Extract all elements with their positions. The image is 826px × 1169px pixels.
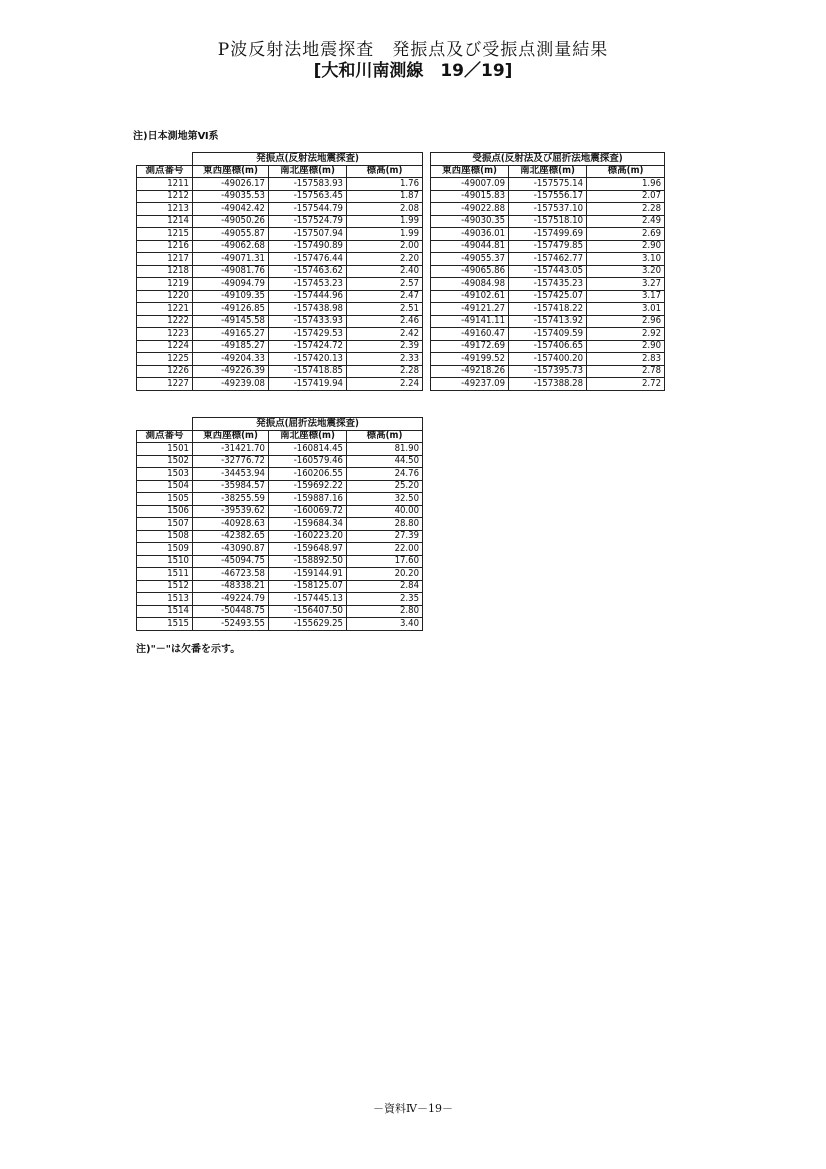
table-row bbox=[137, 228, 665, 241]
table-cell: 1222 bbox=[137, 315, 193, 328]
table-cell: 2.28 bbox=[587, 203, 665, 216]
table-cell: -157443.05 bbox=[509, 265, 587, 278]
table-cell: 1211 bbox=[137, 178, 193, 191]
table-cell: -34453.94 bbox=[193, 468, 269, 481]
table-row bbox=[137, 543, 423, 556]
table-cell: -157438.98 bbox=[269, 303, 347, 316]
column-header: 東西座標(m) bbox=[193, 430, 269, 443]
gap-cell bbox=[423, 165, 431, 178]
gap-cell bbox=[423, 290, 431, 303]
group-header-row bbox=[137, 153, 665, 166]
table-cell: 2.92 bbox=[587, 328, 665, 341]
table-cell: -49226.39 bbox=[193, 365, 269, 378]
table-row bbox=[137, 265, 665, 278]
refraction-shot-table bbox=[136, 417, 423, 631]
table-cell: 1504 bbox=[137, 480, 193, 493]
table-cell: -49081.76 bbox=[193, 265, 269, 278]
table-cell: -42382.65 bbox=[193, 530, 269, 543]
table-cell: 1506 bbox=[137, 505, 193, 518]
table-cell: 40.00 bbox=[347, 505, 423, 518]
table-cell: 1510 bbox=[137, 555, 193, 568]
table-cell: 1212 bbox=[137, 190, 193, 203]
table-row bbox=[137, 443, 423, 456]
table-cell: -49160.47 bbox=[431, 328, 509, 341]
table-cell: 1223 bbox=[137, 328, 193, 341]
table-cell: 2.42 bbox=[347, 328, 423, 341]
table-cell: -49141.11 bbox=[431, 315, 509, 328]
table-cell: 1215 bbox=[137, 228, 193, 241]
table-row bbox=[137, 530, 423, 543]
group-header-row bbox=[137, 418, 423, 431]
page-footer: －資料Ⅳ－19－ bbox=[373, 1102, 453, 1115]
table-cell: 1217 bbox=[137, 253, 193, 266]
table-cell: -157420.13 bbox=[269, 353, 347, 366]
table-cell: -157406.65 bbox=[509, 340, 587, 353]
table-row bbox=[137, 605, 423, 618]
table-cell: -157499.69 bbox=[509, 228, 587, 241]
table-cell: 27.39 bbox=[347, 530, 423, 543]
table-cell: 2.80 bbox=[347, 605, 423, 618]
table-cell: -157544.79 bbox=[269, 203, 347, 216]
table-cell: 2.83 bbox=[587, 353, 665, 366]
table-cell: 2.78 bbox=[587, 365, 665, 378]
table-cell: -49007.09 bbox=[431, 178, 509, 191]
table-cell: -49126.85 bbox=[193, 303, 269, 316]
table-cell: 1511 bbox=[137, 568, 193, 581]
table-row bbox=[137, 593, 423, 606]
table-cell: 1225 bbox=[137, 353, 193, 366]
table-cell: -157419.94 bbox=[269, 378, 347, 391]
table-cell: -49165.27 bbox=[193, 328, 269, 341]
table-cell: 2.51 bbox=[347, 303, 423, 316]
table-cell: -49121.27 bbox=[431, 303, 509, 316]
table-cell: -157444.96 bbox=[269, 290, 347, 303]
table-cell: -157524.79 bbox=[269, 215, 347, 228]
table-cell: 1505 bbox=[137, 493, 193, 506]
table-cell: 25.20 bbox=[347, 480, 423, 493]
table-cell: 1515 bbox=[137, 618, 193, 631]
column-header-row bbox=[137, 430, 423, 443]
table-row bbox=[137, 455, 423, 468]
table-cell: -157409.59 bbox=[509, 328, 587, 341]
table-cell: -49172.69 bbox=[431, 340, 509, 353]
table-cell: 1512 bbox=[137, 580, 193, 593]
table-cell: 20.20 bbox=[347, 568, 423, 581]
column-header: 南北座標(m) bbox=[509, 165, 587, 178]
table-cell: -160206.55 bbox=[269, 468, 347, 481]
table-cell: -38255.59 bbox=[193, 493, 269, 506]
column-header: 南北座標(m) bbox=[269, 165, 347, 178]
table-cell: 1.76 bbox=[347, 178, 423, 191]
table-cell: 2.90 bbox=[587, 240, 665, 253]
table-cell: -49199.52 bbox=[431, 353, 509, 366]
table-cell: -157583.93 bbox=[269, 178, 347, 191]
table-row bbox=[137, 178, 665, 191]
table-cell: -159887.16 bbox=[269, 493, 347, 506]
gap-cell bbox=[423, 203, 431, 216]
table-row bbox=[137, 278, 665, 291]
table-cell: -159648.97 bbox=[269, 543, 347, 556]
gap-cell bbox=[423, 240, 431, 253]
table-cell: -45094.75 bbox=[193, 555, 269, 568]
table-cell: 1213 bbox=[137, 203, 193, 216]
column-header: 東西座標(m) bbox=[431, 165, 509, 178]
table-row bbox=[137, 253, 665, 266]
gap-cell bbox=[423, 365, 431, 378]
column-header: 南北座標(m) bbox=[269, 430, 347, 443]
table-cell: -48338.21 bbox=[193, 580, 269, 593]
table-cell: 24.76 bbox=[347, 468, 423, 481]
table-cell: -49050.26 bbox=[193, 215, 269, 228]
table-cell: 2.90 bbox=[587, 340, 665, 353]
table-cell: 1216 bbox=[137, 240, 193, 253]
table-cell: 1508 bbox=[137, 530, 193, 543]
gap-cell bbox=[423, 315, 431, 328]
table-cell: -49035.53 bbox=[193, 190, 269, 203]
gap-cell bbox=[423, 328, 431, 341]
table-cell: -160814.45 bbox=[269, 443, 347, 456]
datum-note: 注)日本測地第Ⅵ系 bbox=[133, 131, 219, 142]
table-cell: 81.90 bbox=[347, 443, 423, 456]
table-cell: -158892.50 bbox=[269, 555, 347, 568]
table-cell: -157490.89 bbox=[269, 240, 347, 253]
table-cell: 1.96 bbox=[587, 178, 665, 191]
table-cell: -157453.23 bbox=[269, 278, 347, 291]
table-cell: 3.01 bbox=[587, 303, 665, 316]
table-cell: -155629.25 bbox=[269, 618, 347, 631]
table-cell: -49022.88 bbox=[431, 203, 509, 216]
table-cell: -49224.79 bbox=[193, 593, 269, 606]
gap-cell bbox=[423, 215, 431, 228]
table-cell: 2.20 bbox=[347, 253, 423, 266]
table-cell: -50448.75 bbox=[193, 605, 269, 618]
table-row bbox=[137, 353, 665, 366]
table-cell: 1502 bbox=[137, 455, 193, 468]
table-cell: -157418.22 bbox=[509, 303, 587, 316]
table-cell: -35984.57 bbox=[193, 480, 269, 493]
table-cell: -49145.58 bbox=[193, 315, 269, 328]
table-cell: 1220 bbox=[137, 290, 193, 303]
table-cell: -160069.72 bbox=[269, 505, 347, 518]
table-cell: -49237.09 bbox=[431, 378, 509, 391]
table-row bbox=[137, 378, 665, 391]
table-cell: -49044.81 bbox=[431, 240, 509, 253]
table-cell: -49036.01 bbox=[431, 228, 509, 241]
table-cell: -32776.72 bbox=[193, 455, 269, 468]
table-cell: -49055.37 bbox=[431, 253, 509, 266]
table-row bbox=[137, 328, 665, 341]
table-cell: 2.72 bbox=[587, 378, 665, 391]
table-cell: -159684.34 bbox=[269, 518, 347, 531]
table-cell: 1513 bbox=[137, 593, 193, 606]
table-cell: -49185.27 bbox=[193, 340, 269, 353]
table-cell: 1514 bbox=[137, 605, 193, 618]
table-cell: -49071.31 bbox=[193, 253, 269, 266]
gap-cell bbox=[423, 178, 431, 191]
table-cell: -159692.22 bbox=[269, 480, 347, 493]
table-cell: -157563.45 bbox=[269, 190, 347, 203]
table-cell: 3.40 bbox=[347, 618, 423, 631]
gap-cell bbox=[423, 303, 431, 316]
table-row bbox=[137, 480, 423, 493]
table-row bbox=[137, 618, 423, 631]
table-cell: 2.33 bbox=[347, 353, 423, 366]
receiver-point-group-header: 受振点(反射法及び屈折法地震探査) bbox=[431, 153, 665, 166]
table-cell: -157476.44 bbox=[269, 253, 347, 266]
table-cell: -157424.72 bbox=[269, 340, 347, 353]
table-row bbox=[137, 505, 423, 518]
table-cell: -49109.35 bbox=[193, 290, 269, 303]
table-cell: 2.46 bbox=[347, 315, 423, 328]
table-cell: -49055.87 bbox=[193, 228, 269, 241]
table-cell: 1507 bbox=[137, 518, 193, 531]
table-cell: -49204.33 bbox=[193, 353, 269, 366]
column-header: 標高(m) bbox=[347, 430, 423, 443]
table-row bbox=[137, 190, 665, 203]
table-row bbox=[137, 315, 665, 328]
table-cell: -157400.20 bbox=[509, 353, 587, 366]
gap-cell bbox=[423, 353, 431, 366]
column-header-row bbox=[137, 165, 665, 178]
table-cell: -157556.17 bbox=[509, 190, 587, 203]
table-cell: 2.28 bbox=[347, 365, 423, 378]
table-cell: 3.20 bbox=[587, 265, 665, 278]
table-cell: 1227 bbox=[137, 378, 193, 391]
column-header: 測点番号 bbox=[137, 165, 193, 178]
table-row bbox=[137, 493, 423, 506]
table-cell: -160223.20 bbox=[269, 530, 347, 543]
table-cell: -157507.94 bbox=[269, 228, 347, 241]
table-row bbox=[137, 518, 423, 531]
table-cell: 1219 bbox=[137, 278, 193, 291]
column-header: 標高(m) bbox=[347, 165, 423, 178]
reflection-survey-table bbox=[136, 152, 665, 391]
table-cell: 22.00 bbox=[347, 543, 423, 556]
table-row bbox=[137, 580, 423, 593]
gap-cell bbox=[423, 265, 431, 278]
table-cell: -49026.17 bbox=[193, 178, 269, 191]
table-cell: 1224 bbox=[137, 340, 193, 353]
table-cell: 3.10 bbox=[587, 253, 665, 266]
table-cell: -157413.92 bbox=[509, 315, 587, 328]
table-cell: -157388.28 bbox=[509, 378, 587, 391]
table-cell: 2.08 bbox=[347, 203, 423, 216]
gap-cell bbox=[423, 278, 431, 291]
table-cell: 2.39 bbox=[347, 340, 423, 353]
table-cell: -157575.14 bbox=[509, 178, 587, 191]
table-row bbox=[137, 468, 423, 481]
column-header: 東西座標(m) bbox=[193, 165, 269, 178]
table-cell: -157518.10 bbox=[509, 215, 587, 228]
table-cell: -46723.58 bbox=[193, 568, 269, 581]
table-row bbox=[137, 240, 665, 253]
table-cell: -158125.07 bbox=[269, 580, 347, 593]
table-row bbox=[137, 555, 423, 568]
table-cell: -157395.73 bbox=[509, 365, 587, 378]
table-cell: 1226 bbox=[137, 365, 193, 378]
table-cell: -49094.79 bbox=[193, 278, 269, 291]
table-cell: 1214 bbox=[137, 215, 193, 228]
table-cell: -157479.85 bbox=[509, 240, 587, 253]
table-cell: -157445.13 bbox=[269, 593, 347, 606]
table-cell: 1.99 bbox=[347, 228, 423, 241]
missing-number-note: 注)"－"は欠番を示す。 bbox=[136, 644, 241, 655]
table-cell: 2.00 bbox=[347, 240, 423, 253]
table-cell: -157418.85 bbox=[269, 365, 347, 378]
table-cell: -49030.35 bbox=[431, 215, 509, 228]
gap-cell bbox=[423, 378, 431, 391]
table-row bbox=[137, 568, 423, 581]
table-cell: -31421.70 bbox=[193, 443, 269, 456]
table-cell: -160579.46 bbox=[269, 455, 347, 468]
table-cell: -157433.93 bbox=[269, 315, 347, 328]
table-cell: 2.24 bbox=[347, 378, 423, 391]
table-cell: -43090.87 bbox=[193, 543, 269, 556]
table-row bbox=[137, 215, 665, 228]
column-header: 標高(m) bbox=[587, 165, 665, 178]
table-cell: -159144.91 bbox=[269, 568, 347, 581]
table-cell: 2.84 bbox=[347, 580, 423, 593]
table-cell: 2.96 bbox=[587, 315, 665, 328]
table-cell: 2.07 bbox=[587, 190, 665, 203]
table-cell: -52493.55 bbox=[193, 618, 269, 631]
column-header: 測点番号 bbox=[137, 430, 193, 443]
gap-cell bbox=[423, 253, 431, 266]
table-cell: -157425.07 bbox=[509, 290, 587, 303]
table-cell: 44.50 bbox=[347, 455, 423, 468]
table-cell: 1218 bbox=[137, 265, 193, 278]
gap-cell bbox=[423, 228, 431, 241]
table-cell: -49065.86 bbox=[431, 265, 509, 278]
table-cell: 1.99 bbox=[347, 215, 423, 228]
table-cell: 2.35 bbox=[347, 593, 423, 606]
table-cell: 32.50 bbox=[347, 493, 423, 506]
table-cell: 2.57 bbox=[347, 278, 423, 291]
table-cell: -49102.61 bbox=[431, 290, 509, 303]
table-row bbox=[137, 290, 665, 303]
table-row bbox=[137, 365, 665, 378]
table-row bbox=[137, 303, 665, 316]
table-cell: -49042.42 bbox=[193, 203, 269, 216]
table-cell: -49062.68 bbox=[193, 240, 269, 253]
table-cell: 3.17 bbox=[587, 290, 665, 303]
document-title: P波反射法地震探査 発振点及び受振点測量結果 bbox=[217, 40, 609, 60]
gap-cell bbox=[423, 190, 431, 203]
table-cell: 1509 bbox=[137, 543, 193, 556]
table-cell: -157537.10 bbox=[509, 203, 587, 216]
table-cell: 2.40 bbox=[347, 265, 423, 278]
table-cell: -157462.77 bbox=[509, 253, 587, 266]
table-cell: 17.60 bbox=[347, 555, 423, 568]
table-cell: -156407.50 bbox=[269, 605, 347, 618]
table-cell: -49015.83 bbox=[431, 190, 509, 203]
table-cell: 2.69 bbox=[587, 228, 665, 241]
table-cell: -157429.53 bbox=[269, 328, 347, 341]
table-cell: -157435.23 bbox=[509, 278, 587, 291]
table-row bbox=[137, 340, 665, 353]
shot-point-group-header: 発振点(反射法地震探査) bbox=[193, 153, 423, 166]
table-cell: 1.87 bbox=[347, 190, 423, 203]
table-cell: -40928.63 bbox=[193, 518, 269, 531]
table-cell: -49084.98 bbox=[431, 278, 509, 291]
table-cell: -39539.62 bbox=[193, 505, 269, 518]
table-cell: 3.27 bbox=[587, 278, 665, 291]
table-cell: -157463.62 bbox=[269, 265, 347, 278]
document-subtitle: [大和川南測線 19／19] bbox=[313, 61, 513, 81]
table-cell: 1503 bbox=[137, 468, 193, 481]
table-cell: 2.47 bbox=[347, 290, 423, 303]
table-row bbox=[137, 203, 665, 216]
refraction-shot-group-header: 発振点(屈折法地震探査) bbox=[193, 418, 423, 431]
table-cell: 28.80 bbox=[347, 518, 423, 531]
gap-cell bbox=[423, 340, 431, 353]
table-cell: 2.49 bbox=[587, 215, 665, 228]
table-cell: 1501 bbox=[137, 443, 193, 456]
table-cell: -49218.26 bbox=[431, 365, 509, 378]
table-cell: 1221 bbox=[137, 303, 193, 316]
table-cell: -49239.08 bbox=[193, 378, 269, 391]
